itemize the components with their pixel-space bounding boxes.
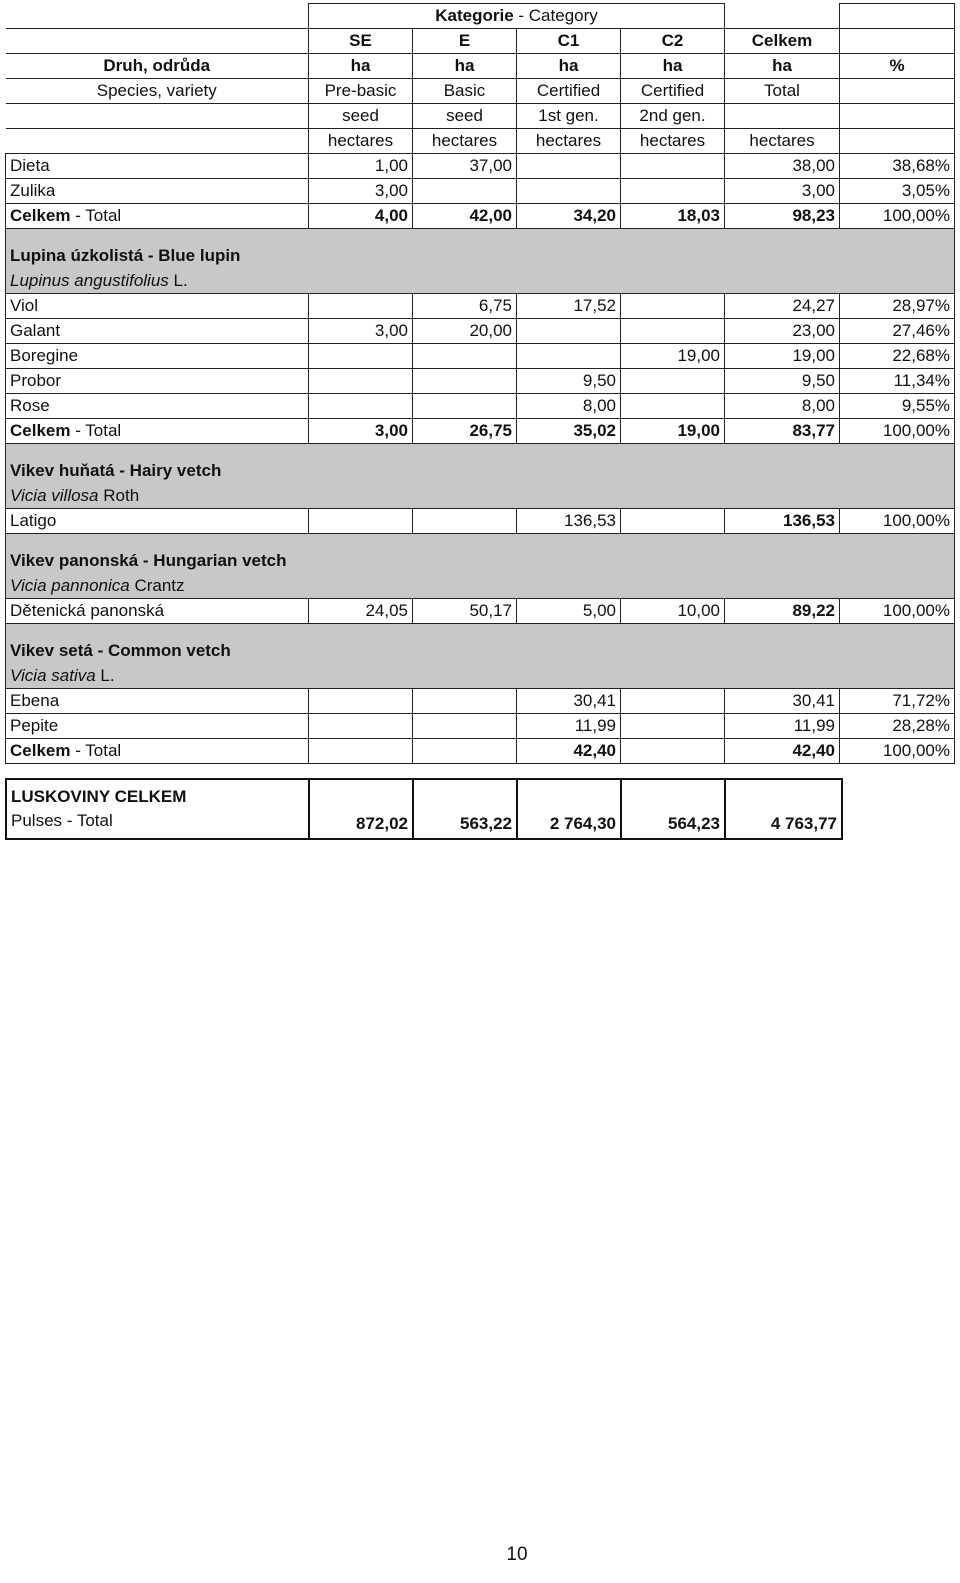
species-header-cz: Druh, odrůda [6,54,309,79]
variety-name: Zulika [6,179,309,204]
table-row: Boregine 19,00 19,00 22,68% [6,344,955,369]
table-row: Pepite 11,99 11,99 28,28% [6,714,955,739]
group-header-hairy-vetch [6,444,955,485]
total-row: Celkem - Total 3,00 26,75 35,02 19,00 83,77 100,00% [6,419,955,444]
col-desc1-e: Basic [413,79,517,104]
table-row: Viol 6,75 17,52 24,27 28,97% [6,294,955,319]
col-unit-en-c2: hectares [621,129,725,154]
total-label: Celkem - Total [6,739,309,764]
group-latin: Lupinus angustifolius L. [6,269,955,294]
group-latin-lupin [6,269,955,294]
table-row: Galant 3,00 20,00 23,00 27,46% [6,319,955,344]
table-row: Dětenická panonská 24,05 50,17 5,00 10,00 89,22 100,00% [6,599,955,624]
variety-name: Boregine [6,344,309,369]
variety-name: Pepite [6,714,309,739]
col-unit-c2: ha [621,54,725,79]
group-title: Lupina úzkolistá - Blue lupin [6,229,955,270]
col-unit-total: ha [725,54,840,79]
group-latin: Vicia pannonica Crantz [6,574,955,599]
col-unit-se: ha [309,54,413,79]
percent-header: % [840,54,955,79]
total-row: Celkem - Total 4,00 42,00 34,20 18,03 98,23 100,00% [6,204,955,229]
header-row-codes [6,29,955,54]
col-code-total: Celkem [725,29,840,54]
variety-name: Galant [6,319,309,344]
header-row-category [6,4,955,29]
header-row-desc1 [6,79,955,104]
variety-name: Ebena [6,689,309,714]
col-unit-en-se: hectares [309,129,413,154]
species-header-en: Species, variety [6,79,309,104]
col-desc1-c1: Certified [517,79,621,104]
category-header: Kategorie - Category [309,4,725,29]
group-latin-hungarian-vetch [6,574,955,599]
total-row: Celkem - Total 42,40 42,40 100,00% [6,739,955,764]
col-unit-c1: ha [517,54,621,79]
col-unit-en-c1: hectares [517,129,621,154]
col-desc1-c2: Certified [621,79,725,104]
table-row: Latigo 136,53 136,53 100,00% [6,509,955,534]
header-row-units [6,54,955,79]
col-desc2-c2: 2nd gen. [621,104,725,129]
col-code-e: E [413,29,517,54]
variety-name: Rose [6,394,309,419]
col-code-c2: C2 [621,29,725,54]
group-latin-hairy-vetch [6,484,955,509]
col-desc2-c1: 1st gen. [517,104,621,129]
table-row: Probor 9,50 9,50 11,34% [6,369,955,394]
group-title: Vikev setá - Common vetch [6,624,955,665]
col-desc2-se: seed [309,104,413,129]
table-row: Ebena 30,41 30,41 71,72% [6,689,955,714]
table-row: Rose 8,00 8,00 9,55% [6,394,955,419]
total-label: Celkem - Total [6,204,309,229]
variety-name: Dieta [6,154,309,179]
group-header-common-vetch [6,624,955,665]
col-desc1-total: Total [725,79,840,104]
col-unit-en-total: hectares [725,129,840,154]
page-number: 10 [506,1544,528,1565]
col-desc2-total [725,104,840,129]
group-title: Vikev huňatá - Hairy vetch [6,444,955,485]
col-desc1-se: Pre-basic [309,79,413,104]
col-code-se: SE [309,29,413,54]
variety-name: Viol [6,294,309,319]
seed-area-table [5,3,955,764]
col-desc2-e: seed [413,104,517,129]
pulses-total-row: LUSKOVINY CELKEM Pulses - Total 872,02 563,22 2 764,30 564,23 4 763,77 [6,779,842,839]
variety-name: Dětenická panonská [6,599,309,624]
table-row: Dieta 1,00 37,00 38,00 38,68% [6,154,955,179]
group-latin: Vicia villosa Roth [6,484,955,509]
col-code-c1: C1 [517,29,621,54]
table-row: Zulika 3,00 3,00 3,05% [6,179,955,204]
group-header-lupin [6,229,955,270]
group-header-hungarian-vetch [6,534,955,575]
pulses-label: LUSKOVINY CELKEM Pulses - Total [6,779,309,839]
header-row-hectares [6,129,955,154]
total-label: Celkem - Total [6,419,309,444]
seed-area-table-sheet [5,3,955,840]
variety-name: Latigo [6,509,309,534]
group-latin-common-vetch [6,664,955,689]
col-unit-e: ha [413,54,517,79]
group-title: Vikev panonská - Hungarian vetch [6,534,955,575]
group-latin: Vicia sativa L. [6,664,955,689]
variety-name: Probor [6,369,309,394]
col-unit-en-e: hectares [413,129,517,154]
pulses-total-table [5,778,843,840]
header-row-desc2 [6,104,955,129]
